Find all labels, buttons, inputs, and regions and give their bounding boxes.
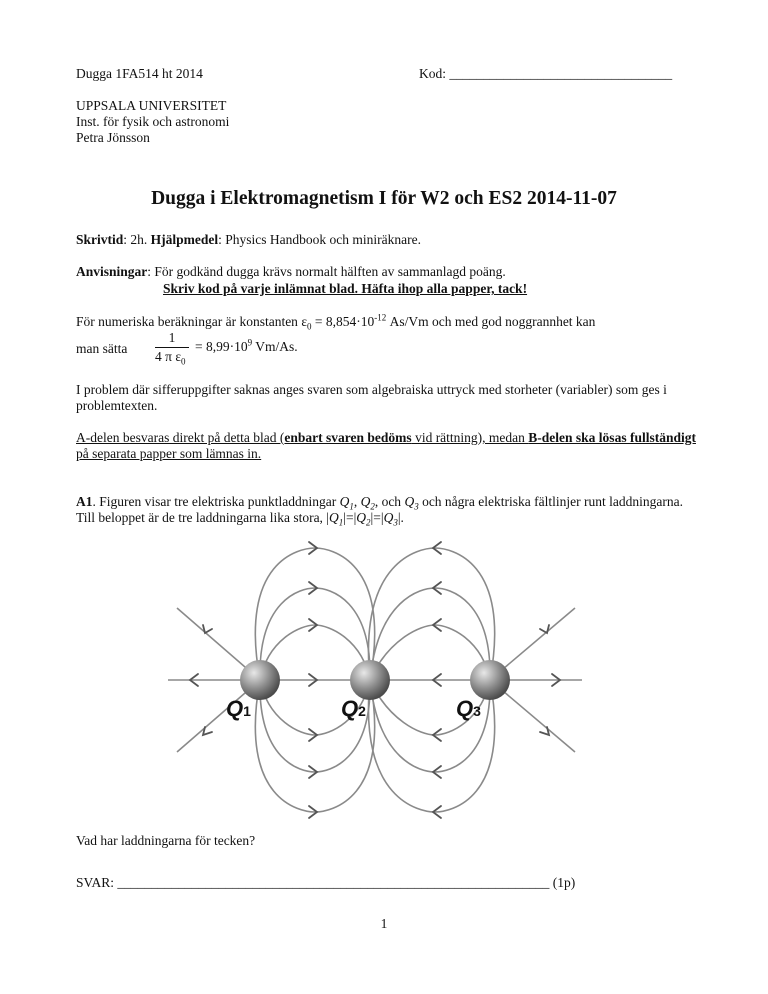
charge-label-q1-letter: Q [226,696,244,721]
a1-q1: Q [339,494,350,509]
k-exponent: 9 [247,337,253,348]
constants-intro: För numeriska beräkningar är konstanten [76,314,302,329]
charge-label-q3-sub: 3 [473,703,481,719]
page-number: 1 [380,916,388,931]
epsilon-unit: As/Vm och med god noggrannhet kan [386,314,596,329]
a1-sep1: , [353,494,361,509]
algebraic-note: I problem där sifferuppgifter saknas anges svaren som algebraiska uttryck med storheter (variabler) som ges i problemtexten. [76,382,667,413]
instructions-line1: : För godkänd dugga krävs normalt hälften av sammanlagd poäng. [147,264,506,279]
a1-question: Vad har laddningarna för tecken? [76,833,256,848]
epsilon-symbol: ε [301,314,307,329]
a1-sep2: , och [374,494,405,509]
fraction-numerator: 1 [168,330,176,345]
arrow-diag-lr [540,727,549,735]
charge-q2 [350,660,390,700]
author-name: Petra Jönsson [76,130,150,145]
a1-label: A1 [76,494,93,509]
time-label: Skrivtid [76,232,124,247]
answer-field[interactable]: SVAR: ________________________________________________________________ (1p) [76,875,576,890]
instructions-line2: Skriv kod på varje inlämnat blad. Häfta ihop alla papper, tack! [163,281,528,296]
fraction-denominator-sub: 0 [181,356,186,367]
a1-eq2: |=| [370,510,384,525]
epsilon-sub: 0 [306,321,312,332]
university-name: UPPSALA UNIVERSITET [76,98,227,113]
a1-end: |. [397,510,404,525]
arrow-diag-ul [203,625,212,633]
a1-q3-sub: 3 [414,501,419,512]
charge-label-q1-sub: 1 [243,703,251,719]
loop-32-down-2 [370,680,490,772]
a1-eq1: |=| [343,510,357,525]
a1-abs-q1: Q [329,510,339,525]
arrow-diag-ll [203,727,212,735]
loop-12-up-2 [260,588,370,680]
a1-q1-sub: 1 [349,501,354,512]
aids-label: Hjälpmedel [150,232,219,247]
k-unit: Vm/As. [252,339,298,354]
k-value: = 8,99·10 [195,339,248,354]
parts-note-c: vid rättning), medan [411,430,529,445]
a1-abs-q1-sub: 1 [338,517,344,528]
charge-q3 [470,660,510,700]
parts-note-b: enbart svaren bedöms [284,430,412,445]
fraction-denominator-text: 4 π ε [155,349,181,364]
man-satta: man sätta [76,341,128,356]
charge-label-q1 [226,696,251,722]
a1-abs-q2: Q [356,510,367,525]
aids-value: : Physics Handbook och miniräknare. [218,232,421,247]
a1-q2: Q [360,494,371,509]
parts-note-a: A-delen besvaras direkt på detta blad ( [76,430,285,445]
time-value: : 2h. [123,232,148,247]
charge-label-q3 [456,696,481,722]
instructions-label: Anvisningar [76,264,148,279]
loop-12-down-2 [260,680,370,772]
a1-text1: . Figuren visar tre elektriska punktladdningar [92,494,340,509]
parts-note-e: på separata papper som lämnas in. [76,446,262,461]
epsilon-value: = 8,854·10 [311,314,375,329]
department-name: Inst. för fysik och astronomi [76,114,230,129]
charge-q1 [240,660,280,700]
a1-abs-q3-sub: 3 [393,517,398,528]
kod-field: Kod: _________________________________ [419,66,673,81]
a1-abs-q2-sub: 2 [366,517,371,528]
a1-q3: Q [404,494,415,509]
parts-note-d: B-delen ska lösas fullständigt [528,430,696,445]
a1-text2: och några elektriska fältlinjer runt laddningarna. Till beloppet är de tre laddningarna lika stora, | [76,494,683,525]
charge-label-q3-letter: Q [456,696,474,721]
charge-label-q2-sub: 2 [358,703,366,719]
a1-abs-q3: Q [383,510,394,525]
charge-label-q2 [341,696,366,722]
loop-32-up-2 [370,588,490,680]
epsilon-exponent: -12 [374,312,387,323]
page-title: Dugga i Elektromagnetism I för W2 och ES2 2014-11-07 [151,188,617,209]
a1-q2-sub: 2 [370,501,375,512]
arrow-diag-ur [540,625,549,633]
charge-label-q2-letter: Q [341,696,359,721]
course-code-header: Dugga 1FA514 ht 2014 [76,66,203,81]
